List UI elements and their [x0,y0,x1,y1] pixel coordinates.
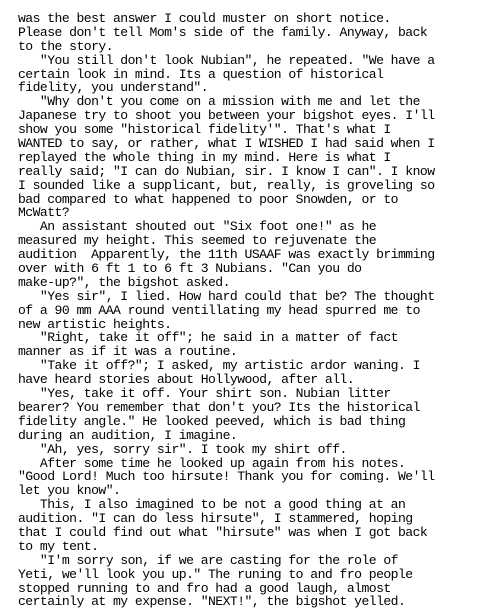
text-line: After some time he looked up again from his notes. [18,455,406,471]
text-line: An assistant shouted out "Six foot one!" as he [18,219,377,235]
text-line: manner as if it was a routine. [18,344,238,360]
text-line: let you know". [18,483,121,499]
document-text [18,12,484,609]
text-line: "I'm sorry son, if we are casting for the role of [18,552,398,568]
text-line: audition Apparently, the 11th USAAF was exactly brimming [18,247,435,263]
text-line: to my tent. [18,538,99,554]
text-line: during an audition, I imagine. [18,427,238,443]
text-line: "Good Lord! Much too hirsute! Thank you for coming. We'll [18,469,435,485]
text-line: fidelity, you understand". [18,80,208,96]
text-line: I sounded like a supplicant, but, really, is groveling so [18,177,435,193]
text-line: Yeti, we'll look you up." The runing to and fro people [18,566,413,582]
text-line: "Ah, yes, sorry sir". I took my shirt off. [18,441,347,457]
text-line: bad compared to what happened to poor Snowden, or to [18,191,398,207]
text-line: This, I also imagined to be not a good thing at an [18,497,406,513]
text-line: audition. "I can do less hirsute", I stammered, hoping [18,511,413,527]
text-line: was the best answer I could muster on short notice. [18,11,391,26]
text-line: "You still don't look Nubian", he repeated. "We have a [18,52,435,68]
text-line: Japanese try to shoot you between your bigshot eyes. I'll [18,108,435,124]
text-line: show you some "historical fidelity'". That's what I [18,122,391,138]
text-line: "Take it off?"; I asked, my artistic ardor waning. I [18,358,420,374]
text-line: that I could find out what "hirsute" was when I got back [18,524,428,540]
text-line: McWatt? [18,205,70,221]
text-line: have heard stories about Hollywood, after all. [18,372,355,388]
text-line: stopped running to and fro had a good laugh, almost [18,580,391,596]
text-line: of a 90 mm AAA round ventillating my head spurred me to [18,302,420,318]
text-line: "Right, take it off"; he said in a matter of fact [18,330,398,346]
text-line: "Yes, take it off. Your shirt son. Nubian litter [18,386,391,402]
text-line: make-up?", the bigshot asked. [18,274,230,290]
text-line: Please don't tell Mom's side of the family. Anyway, back [18,24,428,40]
text-line: WANTED to say, or rather, what I WISHED I had said when I [18,136,435,152]
text-line: really said; "I can do Nubian, sir. I know I can". I know [18,163,435,179]
text-line: "Why don't you come on a mission with me and let the [18,94,420,110]
text-line: certainly at my expense. "NEXT!", the bigshot yelled. [18,594,406,609]
text-line: over with 6 ft 1 to 6 ft 3 Nubians. "Can you do [18,261,362,277]
text-line: new artistic heights. [18,316,172,332]
text-line: measured my height. This seemed to rejuvenate the [18,233,377,249]
text-line: certain look in mind. Its a question of historical [18,66,384,82]
text-line: to the story. [18,38,113,54]
text-line: bearer? You remember that don't you? Its the historical [18,399,420,415]
text-line: fidelity angle." He looked peeved, which is bad thing [18,413,406,429]
text-line: "Yes sir", I lied. How hard could that be? The thought [18,288,435,304]
text-line: replayed the whole thing in my mind. Here is what I [18,149,391,165]
